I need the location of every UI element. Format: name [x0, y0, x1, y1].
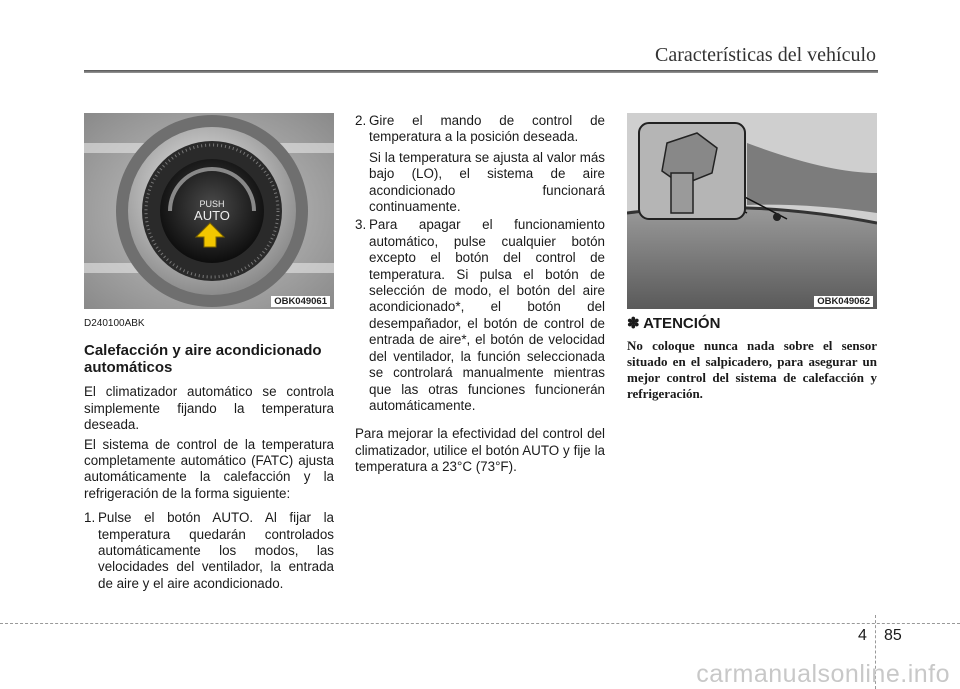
header-rule	[84, 70, 878, 73]
auto-label: AUTO	[194, 208, 230, 223]
section-title: Características del vehículo	[654, 44, 876, 66]
right-column	[627, 316, 877, 402]
list-text: Para apagar el funcionamiento automático, pulse cualquier botón excepto el botón del control de temperatura. Si pulsa el botón de selección de modo, el botón del aire acondicionado*, el botón del desempañador, el botón de control de entrada de aire*, el botón de velocidad del ventilador, la función seleccionada se controlará manualmente mientras que las otras funciones funcionerán automáticamente.	[369, 217, 605, 413]
list-number: 1.	[84, 510, 96, 526]
figure-caption: OBK049062	[814, 296, 873, 307]
warning-title: ✽ ATENCIÓN	[627, 315, 721, 332]
closing-paragraph: Para mejorar la efectividad del control del climatizador, utilice el botón AUTO y fije la temperatura a 23°C (73°F).	[355, 426, 605, 475]
list-note	[355, 150, 605, 216]
dashboard-sensor-illustration	[627, 113, 877, 309]
section-number: 4	[858, 627, 867, 644]
list-text: Gire el mando de control de temperatura a la posición deseada.	[369, 113, 605, 145]
warning-body: No coloque nunca nada sobre el sensor situado en el salpicadero, para asegurar un mejor control del sistema de calefacción y refrigeración.	[627, 338, 877, 401]
paragraph: El sistema de control de la temperatura completamente automático (FATC) ajusta automáticamente la calefacción y la refrigeración de la forma siguiente:	[84, 436, 334, 501]
list-number: 3.	[355, 217, 367, 233]
list-item	[355, 217, 605, 414]
page-number: 85	[884, 627, 902, 644]
list-item	[84, 510, 334, 592]
watermark: carmanualsonline.info	[696, 660, 950, 688]
middle-column	[355, 113, 605, 476]
auto-knob-illustration	[84, 113, 334, 309]
paragraph: El climatizador automático se controla simplemente fijando la temperatura deseada.	[84, 384, 334, 433]
push-label: PUSH	[199, 199, 225, 209]
figure-caption: OBK049061	[271, 296, 330, 307]
section-code: D240100ABK	[84, 318, 145, 329]
left-column	[84, 316, 334, 592]
list-item	[355, 113, 605, 146]
list-number: 2.	[355, 113, 367, 128]
section-heading: Calefacción y aire acondicionado automáticos	[84, 342, 322, 377]
footer-rule	[0, 623, 960, 624]
list-note-text: Si la temperatura se ajusta al valor más bajo (LO), el sistema de aire acondicionado funcionará continuamente.	[369, 149, 605, 215]
list-text: Pulse el botón AUTO. Al fijar la temperatura quedarán controlados automáticamente los modos, las velocidades del ventilador, la entrada de aire y el aire acondicionado.	[98, 510, 334, 591]
sensor-figure	[627, 113, 877, 309]
auto-knob-figure	[84, 113, 334, 309]
